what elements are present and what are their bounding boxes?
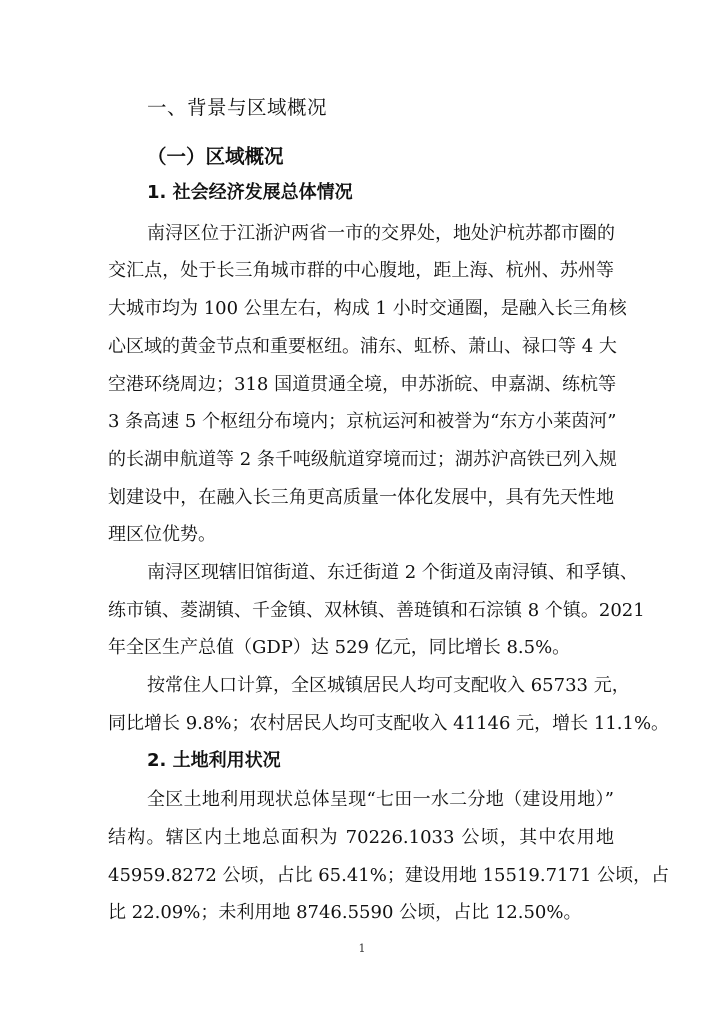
paragraph-line: 南浔区现辖旧馆街道、东迁街道 2 个街道及南浔镇、和孚镇、	[147, 562, 638, 583]
paragraph-line: 南浔区位于江浙沪两省一市的交界处，地处沪杭苏都市圈的	[147, 223, 615, 244]
paragraph-line: 年全区生产总值（GDP）达 529 亿元，同比增长 8.5%。	[108, 637, 571, 658]
paragraph-line: 按常住人口计算，全区城镇居民人均可支配收入 65733 元，	[147, 675, 630, 696]
paragraph-line: 同比增长 9.8%；农村居民人均可支配收入 41146 元，增长 11.1%。	[108, 713, 670, 734]
heading-level-1: 一、背景与区域概况	[147, 96, 328, 119]
page-number: 1	[358, 942, 366, 955]
paragraph-line: 3 条高速 5 个枢纽分布境内；京杭运河和被誉为“东方小莱茵河”	[108, 411, 617, 432]
paragraph-line: 心区域的黄金节点和重要枢纽。浦东、虹桥、萧山、禄口等 4 大	[108, 336, 617, 357]
paragraph-line: 空港环绕周边；318 国道贯通全境，申苏浙皖、申嘉湖、练杭等	[108, 374, 617, 395]
paragraph-line: 全区土地利用现状总体呈现“七田一水二分地（建设用地）”	[147, 789, 614, 810]
paragraph-line: 45959.8272 公顷，占比 65.41%；建设用地 15519.7171 公顷，占	[108, 865, 670, 886]
paragraph-line: 大城市均为 100 公里左右，构成 1 小时交通圈，是融入长三角核	[108, 298, 627, 319]
section-1-title: 1. 社会经济发展总体情况	[147, 182, 353, 203]
section-2-title: 2. 土地利用状况	[147, 750, 281, 771]
heading-level-2: （一）区域概况	[147, 145, 284, 168]
paragraph-line: 的长湖申航道等 2 条千吨级航道穿境而过；湖苏沪高铁已列入规	[108, 449, 617, 470]
paragraph-line: 结构。辖区内土地总面积为 70226.1033 公顷，其中农用地	[108, 827, 614, 848]
paragraph-line: 划建设中，在融入长三角更高质量一体化发展中，具有先天性地	[108, 487, 614, 508]
paragraph-line: 交汇点，处于长三角城市群的中心腹地，距上海、杭州、苏州等	[108, 260, 614, 281]
paragraph-line: 理区位优势。	[108, 524, 216, 545]
paragraph-line: 比 22.09%；未利用地 8746.5590 公顷，占比 12.50%。	[108, 902, 582, 923]
paragraph-line: 练市镇、菱湖镇、千金镇、双林镇、善琏镇和石淙镇 8 个镇。2021	[108, 600, 645, 621]
